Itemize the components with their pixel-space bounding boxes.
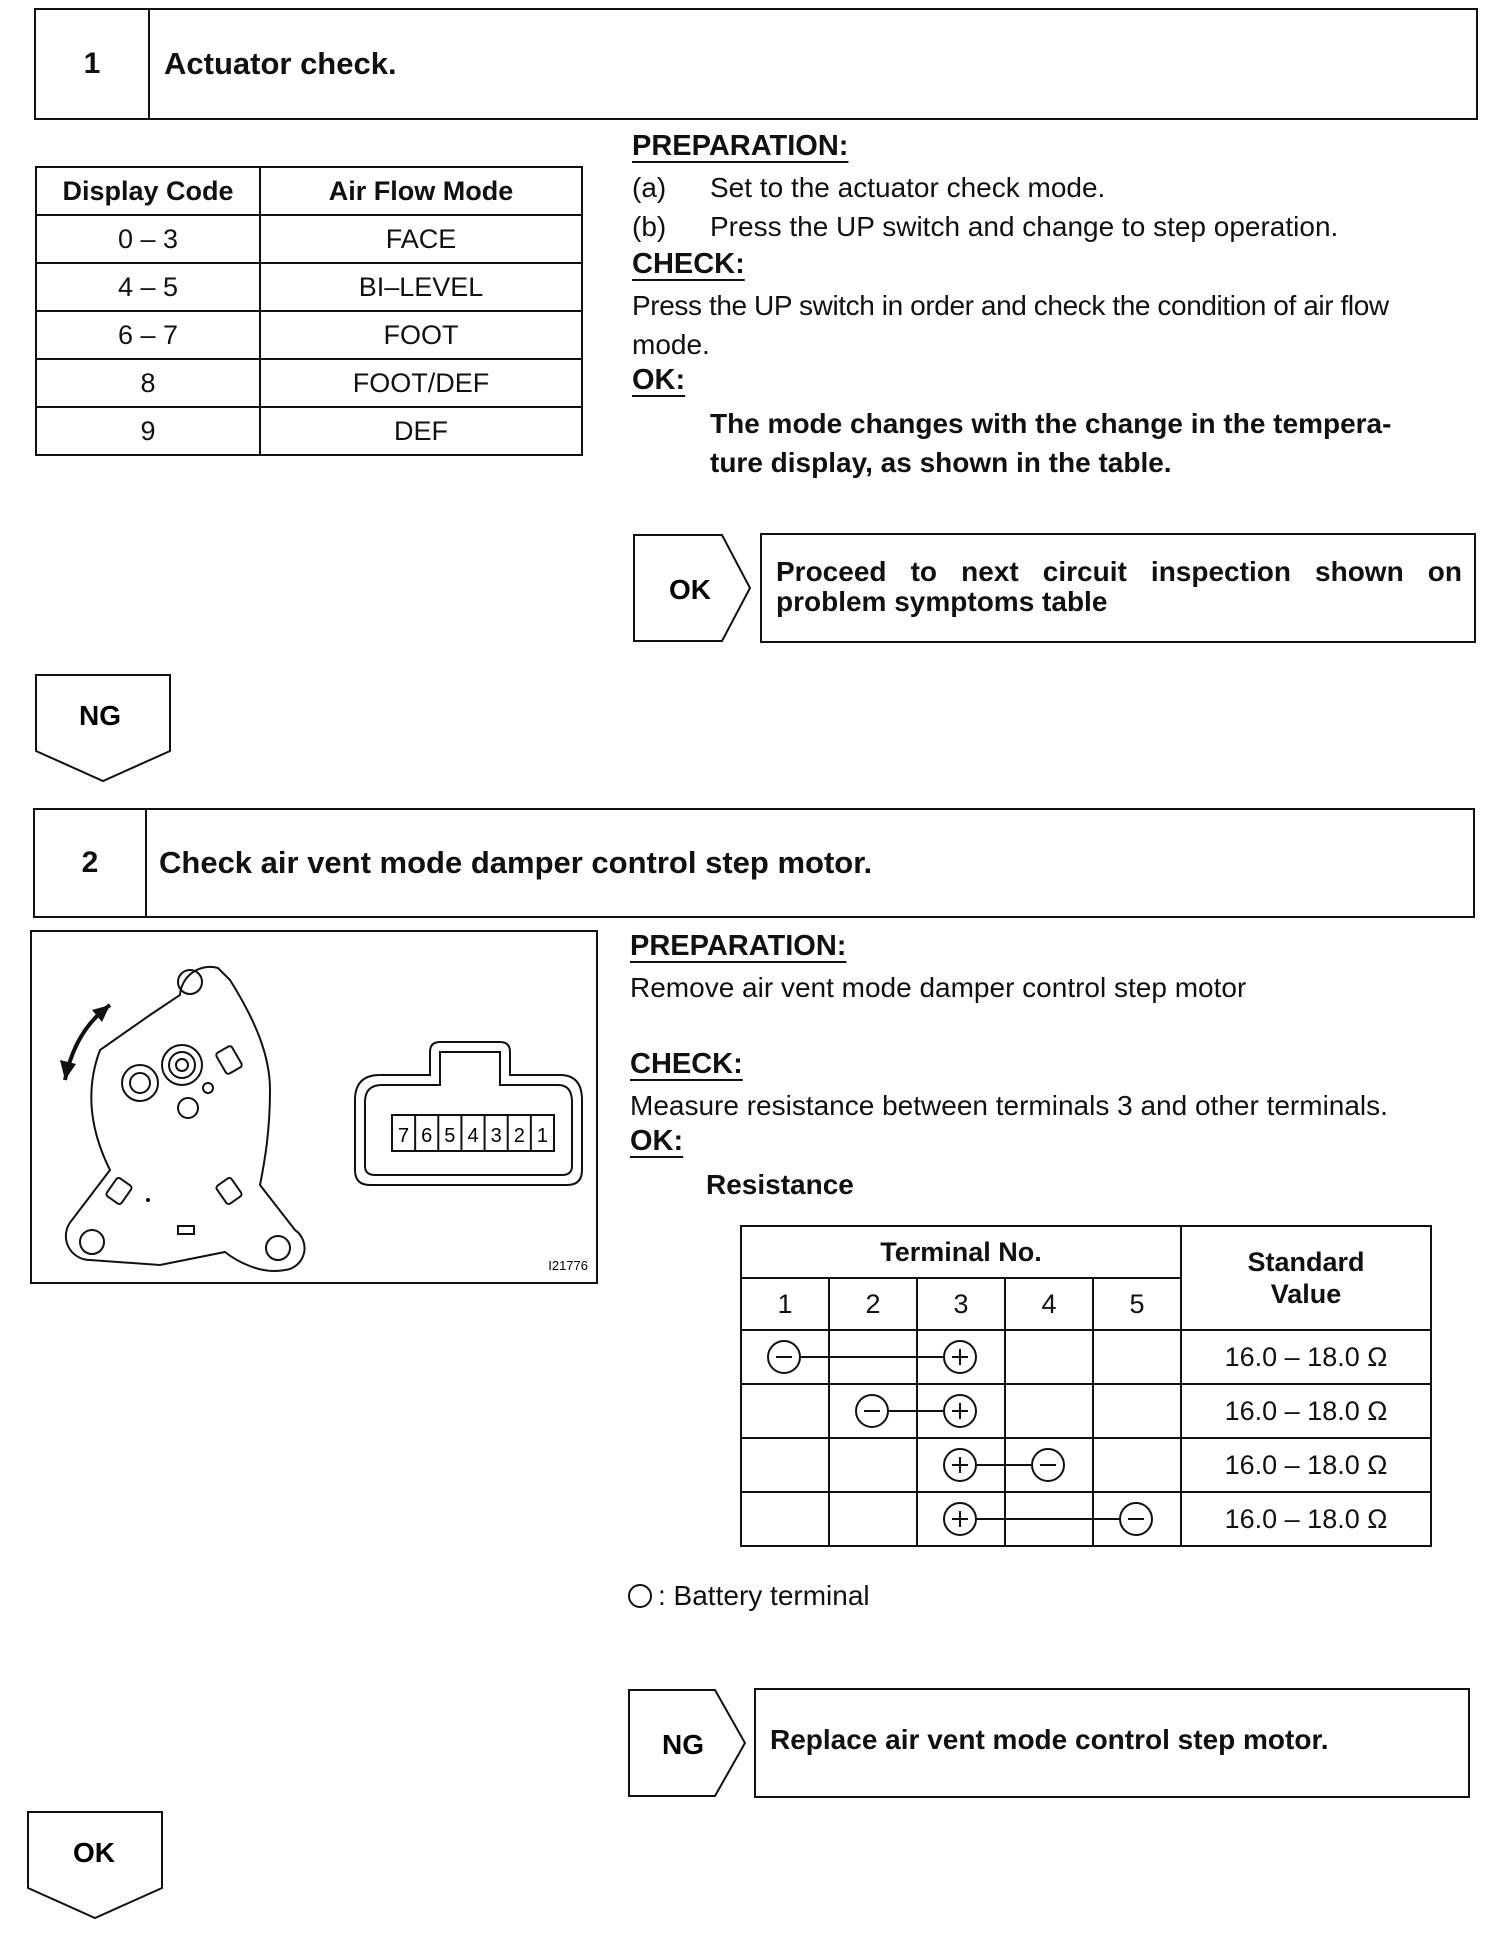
table-row xyxy=(36,359,582,407)
ok-result-box xyxy=(760,533,1476,643)
connector-pin-label: 3 xyxy=(490,1125,502,1147)
table-row xyxy=(36,215,582,263)
step-2-check-text: Measure resistance between terminals 3 and other terminals. xyxy=(630,1090,1388,1121)
minus-terminal-icon xyxy=(768,1341,800,1373)
step-1-prep-a-marker: (a) xyxy=(632,172,667,203)
step-1-ok-label: OK: xyxy=(632,364,686,396)
table-header-display-code: Display Code xyxy=(36,167,260,215)
battery-terminal-legend: : Battery terminal xyxy=(628,1576,870,1615)
air-flow-mode-cell: FACE xyxy=(260,215,582,263)
standard-value-cell: 16.0 – 18.0 Ω xyxy=(1181,1384,1431,1438)
display-code-cell: 6 – 7 xyxy=(36,311,260,359)
step-1-number: 1 xyxy=(36,10,150,118)
connector-pin-label: 6 xyxy=(421,1125,433,1147)
table-header-air-flow-mode: Air Flow Mode xyxy=(260,167,582,215)
terminal-4-header: 4 xyxy=(1005,1278,1093,1330)
step-1-ok-line-1: The mode changes with the change in the tempera- xyxy=(710,408,1392,439)
display-code-cell: 0 – 3 xyxy=(36,215,260,263)
display-code-cell: 4 – 5 xyxy=(36,263,260,311)
step-1-prep-a-text: Set to the actuator check mode. xyxy=(710,172,1106,203)
step-1-prep-b-text: Press the UP switch and change to step operation. xyxy=(710,211,1339,242)
display-code-cell: 8 xyxy=(36,359,260,407)
resistance-table xyxy=(740,1225,1430,1547)
step-motor-illustration xyxy=(30,930,598,1284)
plus-terminal-icon xyxy=(944,1395,976,1427)
plus-terminal-icon xyxy=(944,1341,976,1373)
table-row xyxy=(36,263,582,311)
step-1-check-label: CHECK: xyxy=(632,248,745,280)
connector-pin-label: 7 xyxy=(398,1125,410,1147)
ok-arrow-label: OK xyxy=(73,1837,115,1868)
minus-terminal-icon xyxy=(856,1395,888,1427)
terminal-1-header: 1 xyxy=(741,1278,829,1330)
ok-arrow-label: OK xyxy=(669,574,711,605)
step-1-header xyxy=(34,8,1478,120)
step-2-header xyxy=(33,808,1475,918)
table-row xyxy=(36,407,582,455)
ok-arrow-down-icon xyxy=(26,1810,166,1922)
connector-pin-label: 4 xyxy=(467,1125,479,1147)
terminal-connection-overlay xyxy=(740,1225,1430,1547)
connector-pin-label: 5 xyxy=(444,1125,456,1147)
step-1-prep-b-marker: (b) xyxy=(632,211,667,242)
step-1-ok-line-2: ture display, as shown in the table. xyxy=(710,447,1172,478)
step-1-title: Actuator check. xyxy=(164,46,397,81)
display-code-table xyxy=(35,166,583,456)
step-2-preparation-text: Remove air vent mode damper control step motor xyxy=(630,972,1247,1003)
connector-pin-label: 2 xyxy=(513,1125,525,1147)
connector-pin-label: 1 xyxy=(536,1125,548,1147)
step-2-ok-label: OK: xyxy=(630,1125,684,1157)
plus-terminal-icon xyxy=(944,1449,976,1481)
standard-value-cell: 16.0 – 18.0 Ω xyxy=(1181,1492,1431,1546)
display-code-cell: 9 xyxy=(36,407,260,455)
terminal-3-header: 3 xyxy=(917,1278,1005,1330)
minus-terminal-icon xyxy=(1032,1449,1064,1481)
step-2-number: 2 xyxy=(35,810,147,916)
resistance-label: Resistance xyxy=(706,1169,854,1200)
standard-value-cell: 16.0 – 18.0 Ω xyxy=(1181,1438,1431,1492)
step-2-title: Check air vent mode damper control step motor. xyxy=(159,845,873,880)
step-1-preparation-label: PREPARATION: xyxy=(632,130,849,162)
ng-arrow-right-icon xyxy=(627,1688,749,1798)
minus-terminal-icon xyxy=(1120,1503,1152,1535)
air-flow-mode-cell: BI–LEVEL xyxy=(260,263,582,311)
air-flow-mode-cell: DEF xyxy=(260,407,582,455)
ng-arrow-label: NG xyxy=(662,1729,704,1760)
ok-arrow-right-icon xyxy=(632,533,754,643)
standard-value-header: Standard Value xyxy=(1181,1226,1431,1330)
standard-value-cell: 16.0 – 18.0 Ω xyxy=(1181,1330,1431,1384)
ok-result-text: Proceed to next circuit inspection shown on problem symptoms table xyxy=(776,556,1462,617)
ng-result-text: Replace air vent mode control step motor. xyxy=(770,1724,1329,1755)
ng-arrow-label: NG xyxy=(79,700,121,731)
terminal-2-header: 2 xyxy=(829,1278,917,1330)
ng-arrow-down-icon xyxy=(34,673,172,785)
terminal-no-header: Terminal No. xyxy=(741,1226,1181,1278)
step-2-check-label: CHECK: xyxy=(630,1048,743,1080)
step-1-check-line-2: mode. xyxy=(632,329,710,360)
step-1-check-line-1: Press the UP switch in order and check the condition of air flow xyxy=(632,290,1389,321)
air-flow-mode-cell: FOOT/DEF xyxy=(260,359,582,407)
terminal-5-header: 5 xyxy=(1093,1278,1181,1330)
plus-terminal-icon xyxy=(944,1503,976,1535)
table-row xyxy=(36,311,582,359)
battery-terminal-circle-icon xyxy=(628,1584,652,1608)
air-flow-mode-cell: FOOT xyxy=(260,311,582,359)
figure-code: I21776 xyxy=(548,1258,588,1273)
step-2-preparation-label: PREPARATION: xyxy=(630,930,847,962)
ng-result-box xyxy=(754,1688,1470,1798)
